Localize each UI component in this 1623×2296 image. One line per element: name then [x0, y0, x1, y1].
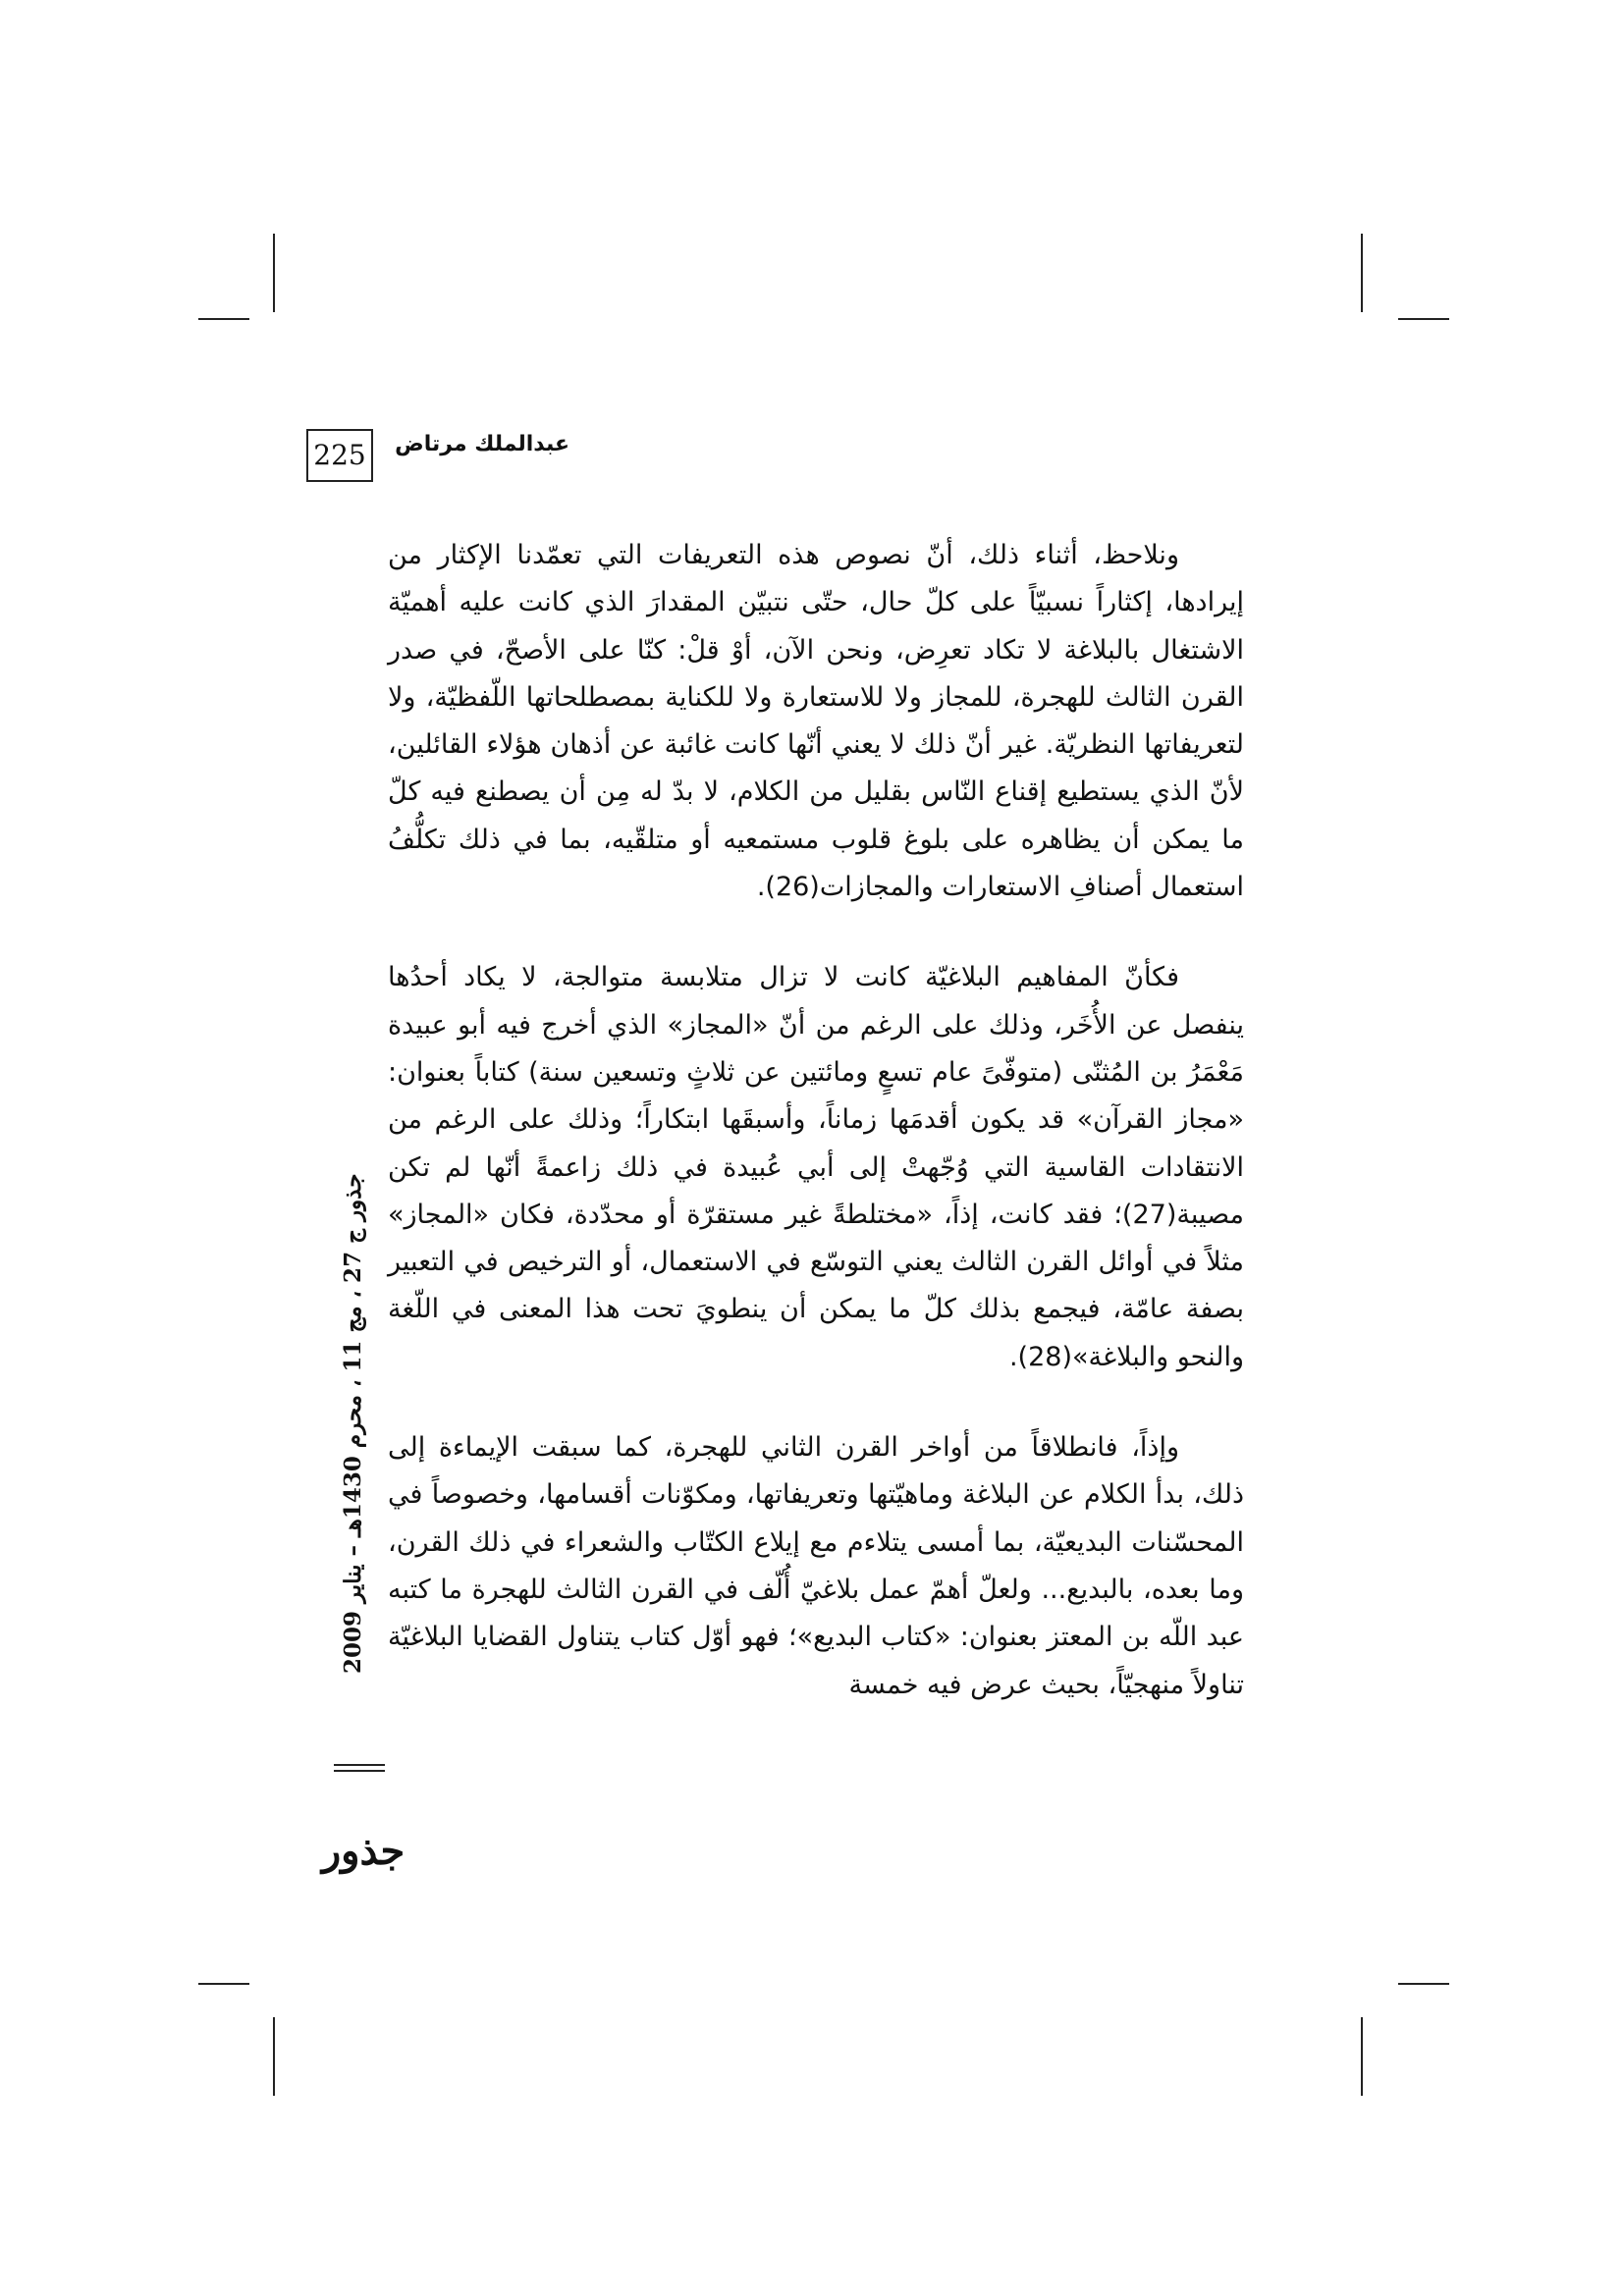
crop-mark-top-left-h: [198, 318, 249, 320]
crop-mark-top-right: [1361, 234, 1363, 312]
page-number: 225: [306, 429, 373, 482]
paragraph-3: وإذاً، فانطلاقاً من أواخر القرن الثاني للهجرة، كما سبقت الإيماءة إلى ذلك، بدأ الكلام عن البلاغة وماهيّتها وتعريفاتها، ومكوّنات أقسامها، وخصوصاً في المحسّنات البديعيّة، بما أمسى يتلاءم مع إيلاع الكتّاب والشعراء في ذلك القرن، وما بعده، بالبديع... ولعلّ أهمّ عمل بلاغيّ أُلّف في القرن الثالث للهجرة ما كتبه عبد اللّه بن المعتز بعنوان: «كتاب البديع»؛ فهو أوّل كتاب يتناول القضايا البلاغيّة تناولاً منهجيّاً، بحيث عرض فيه خمسة: [388, 1432, 1244, 1700]
journal-issue-info: جذور ج 27 ، مج 11 ، محرم 1430هـ – يناير 2009: [340, 1173, 366, 1674]
crop-mark-bottom-left-h: [198, 1983, 249, 1985]
journal-logo: جذور: [321, 1828, 406, 1874]
crop-mark-bottom-right-h: [1398, 1983, 1449, 1985]
sidebar-rule-2: [334, 1770, 385, 1772]
crop-mark-bottom-left: [273, 2017, 275, 2096]
paragraph-1: ونلاحظ، أثناء ذلك، أنّ نصوص هذه التعريفات التي تعمّدنا الإكثار من إيرادها، إكثاراً نسبيّاً على كلّ حال، حتّى نتبيّن المقدارَ الذي كانت عليه أهميّة الاشتغال بالبلاغة لا تكاد تعرِض، ونحن الآن، أوْ قلْ: كنّا على الأصحّ، في صدر القرن الثالث للهجرة، للمجاز ولا للاستعارة ولا للكناية بمصطلحاتها اللّفظيّة، ولا لتعريفاتها النظريّة. غير أنّ ذلك لا يعني أنّها كانت غائبة عن أذهان هؤلاء القائلين، لأنّ الذي يستطيع إقناع النّاس بقليل من الكلام، لا بدّ له مِن أن يصطنع فيه كلّ ما يمكن أن يظاهره على بلوغ قلوب مستمعيه أو متلقّيه، بما في ذلك تكلُّفُ استعمال أصنافِ الاستعارات والمجازات(26).: [388, 540, 1244, 903]
sidebar-rule: [334, 1764, 385, 1766]
crop-mark-top-right-h: [1398, 318, 1449, 320]
paragraph-2: فكأنّ المفاهيم البلاغيّة كانت لا تزال متلابسة متوالجة، لا يكاد أحدُها ينفصل عن الأُخَر، وذلك على الرغم من أنّ «المجاز» الذي أخرج فيه أبو عبيدة مَعْمَرُ بن المُثنّى (متوفّىً عام تسعٍ ومائتين عن ثلاثٍ وتسعين سنة) كتاباً بعنوان: «مجاز القرآن» قد يكون أقدمَها زماناً، وأسبقَها ابتكاراً؛ وذلك على الرغم من الانتقادات القاسية التي وُجّهتْ إلى أبي عُبيدة في ذلك زاعمةً أنّها لم تكن مصيبة(27)؛ فقد كانت، إذاً، «مختلطةً غير مستقرّة أو محدّدة، فكان «المجاز» مثلاً في أوائل القرن الثالث يعني التوسّع في الاستعمال، أو الترخيص في التعبير بصفة عامّة، فيجمع بذلك كلّ ما يمكن أن ينطويَ تحت هذا المعنى في اللّغة والنحو والبلاغة»(28).: [388, 962, 1244, 1372]
crop-mark-bottom-right: [1361, 2017, 1363, 2096]
article-body: [388, 532, 1244, 1709]
author-name: عبدالملك مرتاض: [395, 432, 569, 456]
crop-mark-top-left: [273, 234, 275, 312]
